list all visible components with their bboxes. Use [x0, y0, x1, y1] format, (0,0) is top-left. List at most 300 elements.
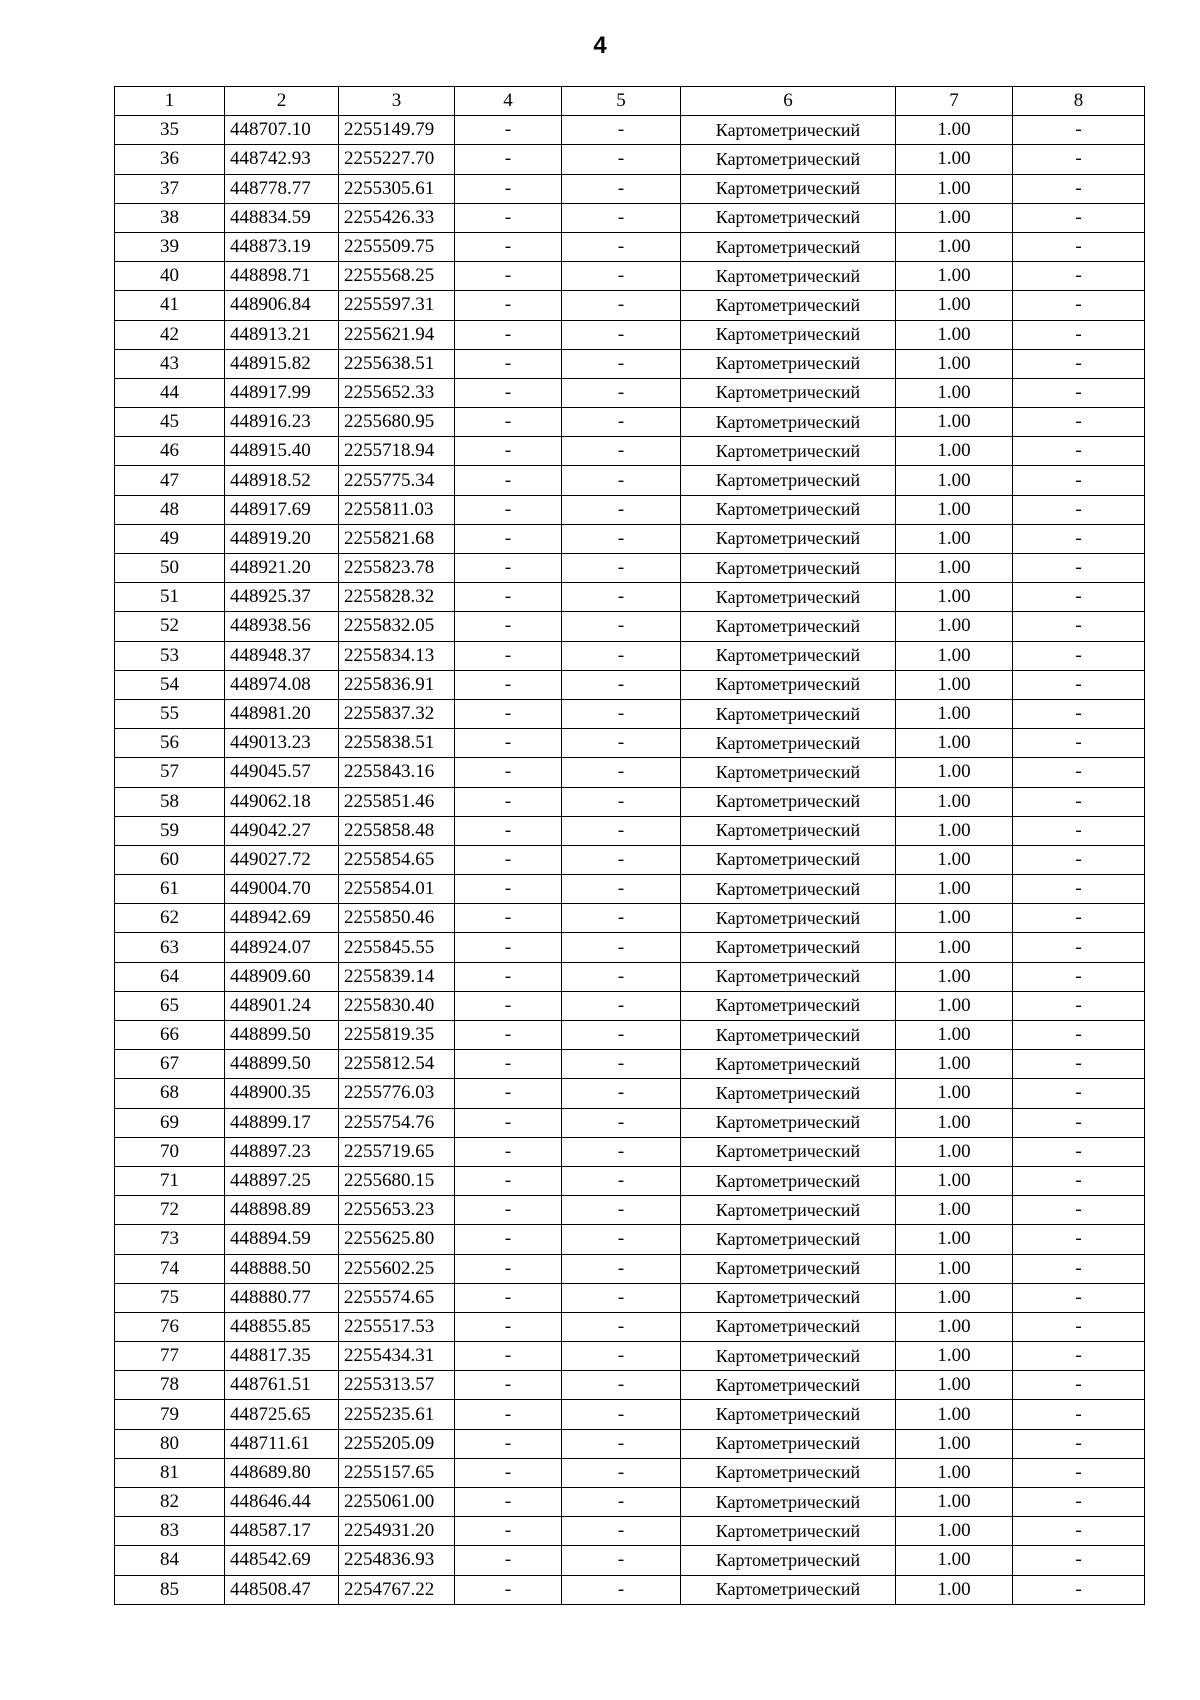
column-header: 8 [1013, 87, 1145, 116]
column-4-cell: - [455, 962, 562, 991]
column-8-cell: - [1013, 1342, 1145, 1371]
column-5-cell: - [562, 262, 681, 291]
y-coordinate-cell: 2255823.78 [339, 554, 455, 583]
accuracy-cell: 1.00 [896, 524, 1013, 553]
point-number-cell: 66 [115, 1021, 225, 1050]
accuracy-cell: 1.00 [896, 1429, 1013, 1458]
column-4-cell: - [455, 1400, 562, 1429]
point-number-cell: 85 [115, 1575, 225, 1604]
table-row [115, 1021, 1145, 1050]
column-4-cell: - [455, 758, 562, 787]
column-8-cell: - [1013, 933, 1145, 962]
y-coordinate-cell: 2255834.13 [339, 641, 455, 670]
point-number-cell: 74 [115, 1254, 225, 1283]
column-4-cell: - [455, 1196, 562, 1225]
accuracy-cell: 1.00 [896, 203, 1013, 232]
x-coordinate-cell: 449062.18 [225, 787, 339, 816]
column-4-cell: - [455, 583, 562, 612]
x-coordinate-cell: 448897.23 [225, 1137, 339, 1166]
column-5-cell: - [562, 670, 681, 699]
y-coordinate-cell: 2255858.48 [339, 816, 455, 845]
column-8-cell: - [1013, 437, 1145, 466]
column-8-cell: - [1013, 1575, 1145, 1604]
method-cell: Картометрический [681, 758, 896, 787]
y-coordinate-cell: 2255843.16 [339, 758, 455, 787]
column-4-cell: - [455, 116, 562, 145]
accuracy-cell: 1.00 [896, 378, 1013, 407]
point-number-cell: 36 [115, 145, 225, 174]
column-8-cell: - [1013, 1225, 1145, 1254]
table-row [115, 904, 1145, 933]
point-number-cell: 67 [115, 1050, 225, 1079]
x-coordinate-cell: 449042.27 [225, 816, 339, 845]
column-5-cell: - [562, 524, 681, 553]
x-coordinate-cell: 448711.61 [225, 1429, 339, 1458]
y-coordinate-cell: 2254767.22 [339, 1575, 455, 1604]
column-5-cell: - [562, 378, 681, 407]
y-coordinate-cell: 2255205.09 [339, 1429, 455, 1458]
accuracy-cell: 1.00 [896, 1079, 1013, 1108]
method-cell: Картометрический [681, 1196, 896, 1225]
column-5-cell: - [562, 1458, 681, 1487]
point-number-cell: 77 [115, 1342, 225, 1371]
method-cell: Картометрический [681, 641, 896, 670]
column-4-cell: - [455, 1342, 562, 1371]
column-8-cell: - [1013, 1050, 1145, 1079]
method-cell: Картометрический [681, 1371, 896, 1400]
table-row [115, 1546, 1145, 1575]
table-row [115, 583, 1145, 612]
column-5-cell: - [562, 1546, 681, 1575]
x-coordinate-cell: 448917.69 [225, 495, 339, 524]
accuracy-cell: 1.00 [896, 1225, 1013, 1254]
x-coordinate-cell: 448725.65 [225, 1400, 339, 1429]
column-header: 4 [455, 87, 562, 116]
table-row [115, 875, 1145, 904]
column-8-cell: - [1013, 524, 1145, 553]
column-8-cell: - [1013, 845, 1145, 874]
column-4-cell: - [455, 554, 562, 583]
column-5-cell: - [562, 408, 681, 437]
y-coordinate-cell: 2255821.68 [339, 524, 455, 553]
table-row [115, 1079, 1145, 1108]
x-coordinate-cell: 448900.35 [225, 1079, 339, 1108]
method-cell: Картометрический [681, 845, 896, 874]
column-5-cell: - [562, 291, 681, 320]
method-cell: Картометрический [681, 203, 896, 232]
column-4-cell: - [455, 1371, 562, 1400]
point-number-cell: 55 [115, 699, 225, 728]
column-8-cell: - [1013, 1283, 1145, 1312]
point-number-cell: 78 [115, 1371, 225, 1400]
column-4-cell: - [455, 904, 562, 933]
accuracy-cell: 1.00 [896, 1458, 1013, 1487]
x-coordinate-cell: 448924.07 [225, 933, 339, 962]
accuracy-cell: 1.00 [896, 904, 1013, 933]
column-8-cell: - [1013, 378, 1145, 407]
column-8-cell: - [1013, 1196, 1145, 1225]
column-8-cell: - [1013, 1517, 1145, 1546]
x-coordinate-cell: 448899.17 [225, 1108, 339, 1137]
x-coordinate-cell: 448899.50 [225, 1050, 339, 1079]
column-5-cell: - [562, 1021, 681, 1050]
method-cell: Картометрический [681, 991, 896, 1020]
column-5-cell: - [562, 583, 681, 612]
point-number-cell: 81 [115, 1458, 225, 1487]
table-row [115, 116, 1145, 145]
column-4-cell: - [455, 1079, 562, 1108]
point-number-cell: 61 [115, 875, 225, 904]
x-coordinate-cell: 448873.19 [225, 232, 339, 261]
accuracy-cell: 1.00 [896, 612, 1013, 641]
x-coordinate-cell: 448942.69 [225, 904, 339, 933]
column-5-cell: - [562, 349, 681, 378]
method-cell: Картометрический [681, 1137, 896, 1166]
column-5-cell: - [562, 1517, 681, 1546]
table-row [115, 1137, 1145, 1166]
point-number-cell: 52 [115, 612, 225, 641]
column-5-cell: - [562, 729, 681, 758]
table-row [115, 670, 1145, 699]
table-row [115, 349, 1145, 378]
column-8-cell: - [1013, 670, 1145, 699]
accuracy-cell: 1.00 [896, 1546, 1013, 1575]
y-coordinate-cell: 2255638.51 [339, 349, 455, 378]
x-coordinate-cell: 448888.50 [225, 1254, 339, 1283]
y-coordinate-cell: 2255718.94 [339, 437, 455, 466]
x-coordinate-cell: 448948.37 [225, 641, 339, 670]
accuracy-cell: 1.00 [896, 1108, 1013, 1137]
column-8-cell: - [1013, 1371, 1145, 1400]
table-row [115, 1108, 1145, 1137]
column-8-cell: - [1013, 816, 1145, 845]
y-coordinate-cell: 2255854.01 [339, 875, 455, 904]
point-number-cell: 72 [115, 1196, 225, 1225]
column-4-cell: - [455, 232, 562, 261]
y-coordinate-cell: 2255819.35 [339, 1021, 455, 1050]
accuracy-cell: 1.00 [896, 1137, 1013, 1166]
y-coordinate-cell: 2255854.65 [339, 845, 455, 874]
table-row [115, 816, 1145, 845]
method-cell: Картометрический [681, 1283, 896, 1312]
x-coordinate-cell: 448899.50 [225, 1021, 339, 1050]
method-cell: Картометрический [681, 962, 896, 991]
y-coordinate-cell: 2255850.46 [339, 904, 455, 933]
accuracy-cell: 1.00 [896, 1575, 1013, 1604]
table-row [115, 1254, 1145, 1283]
table-row [115, 1342, 1145, 1371]
y-coordinate-cell: 2255149.79 [339, 116, 455, 145]
y-coordinate-cell: 2254836.93 [339, 1546, 455, 1575]
point-number-cell: 41 [115, 291, 225, 320]
column-4-cell: - [455, 1517, 562, 1546]
method-cell: Картометрический [681, 174, 896, 203]
column-5-cell: - [562, 466, 681, 495]
column-5-cell: - [562, 1137, 681, 1166]
method-cell: Картометрический [681, 145, 896, 174]
point-number-cell: 68 [115, 1079, 225, 1108]
accuracy-cell: 1.00 [896, 875, 1013, 904]
x-coordinate-cell: 448897.25 [225, 1166, 339, 1195]
x-coordinate-cell: 448919.20 [225, 524, 339, 553]
column-4-cell: - [455, 174, 562, 203]
method-cell: Картометрический [681, 904, 896, 933]
accuracy-cell: 1.00 [896, 1283, 1013, 1312]
accuracy-cell: 1.00 [896, 1342, 1013, 1371]
column-4-cell: - [455, 787, 562, 816]
page-number: 4 [593, 32, 607, 59]
point-number-cell: 50 [115, 554, 225, 583]
y-coordinate-cell: 2255621.94 [339, 320, 455, 349]
table-header-row [115, 87, 1145, 116]
accuracy-cell: 1.00 [896, 232, 1013, 261]
x-coordinate-cell: 449027.72 [225, 845, 339, 874]
table-row [115, 1517, 1145, 1546]
point-number-cell: 76 [115, 1312, 225, 1341]
table-row [115, 320, 1145, 349]
column-4-cell: - [455, 378, 562, 407]
column-5-cell: - [562, 203, 681, 232]
accuracy-cell: 1.00 [896, 641, 1013, 670]
column-8-cell: - [1013, 1166, 1145, 1195]
table-row [115, 1196, 1145, 1225]
table-row [115, 437, 1145, 466]
column-4-cell: - [455, 1458, 562, 1487]
table-row [115, 933, 1145, 962]
column-4-cell: - [455, 320, 562, 349]
point-number-cell: 56 [115, 729, 225, 758]
point-number-cell: 63 [115, 933, 225, 962]
table-row [115, 378, 1145, 407]
column-8-cell: - [1013, 1137, 1145, 1166]
table-row [115, 1575, 1145, 1604]
point-number-cell: 48 [115, 495, 225, 524]
column-8-cell: - [1013, 758, 1145, 787]
point-number-cell: 46 [115, 437, 225, 466]
column-5-cell: - [562, 554, 681, 583]
column-5-cell: - [562, 699, 681, 728]
column-8-cell: - [1013, 1079, 1145, 1108]
y-coordinate-cell: 2255680.95 [339, 408, 455, 437]
method-cell: Картометрический [681, 699, 896, 728]
y-coordinate-cell: 2255597.31 [339, 291, 455, 320]
method-cell: Картометрический [681, 816, 896, 845]
x-coordinate-cell: 448915.40 [225, 437, 339, 466]
method-cell: Картометрический [681, 1225, 896, 1254]
column-8-cell: - [1013, 1488, 1145, 1517]
method-cell: Картометрический [681, 1488, 896, 1517]
column-4-cell: - [455, 437, 562, 466]
accuracy-cell: 1.00 [896, 933, 1013, 962]
y-coordinate-cell: 2255157.65 [339, 1458, 455, 1487]
x-coordinate-cell: 448646.44 [225, 1488, 339, 1517]
column-4-cell: - [455, 262, 562, 291]
accuracy-cell: 1.00 [896, 1400, 1013, 1429]
x-coordinate-cell: 448974.08 [225, 670, 339, 699]
column-4-cell: - [455, 641, 562, 670]
column-8-cell: - [1013, 875, 1145, 904]
table-row [115, 408, 1145, 437]
column-5-cell: - [562, 962, 681, 991]
x-coordinate-cell: 448921.20 [225, 554, 339, 583]
column-5-cell: - [562, 1050, 681, 1079]
column-8-cell: - [1013, 729, 1145, 758]
column-8-cell: - [1013, 1108, 1145, 1137]
column-5-cell: - [562, 1254, 681, 1283]
column-4-cell: - [455, 1488, 562, 1517]
column-8-cell: - [1013, 583, 1145, 612]
method-cell: Картометрический [681, 1517, 896, 1546]
column-4-cell: - [455, 845, 562, 874]
table-row [115, 845, 1145, 874]
x-coordinate-cell: 448898.89 [225, 1196, 339, 1225]
method-cell: Картометрический [681, 524, 896, 553]
point-number-cell: 45 [115, 408, 225, 437]
column-8-cell: - [1013, 699, 1145, 728]
column-header: 2 [225, 87, 339, 116]
point-number-cell: 69 [115, 1108, 225, 1137]
x-coordinate-cell: 448761.51 [225, 1371, 339, 1400]
x-coordinate-cell: 449045.57 [225, 758, 339, 787]
column-5-cell: - [562, 816, 681, 845]
y-coordinate-cell: 2255851.46 [339, 787, 455, 816]
y-coordinate-cell: 2255061.00 [339, 1488, 455, 1517]
x-coordinate-cell: 448938.56 [225, 612, 339, 641]
x-coordinate-cell: 448915.82 [225, 349, 339, 378]
y-coordinate-cell: 2255235.61 [339, 1400, 455, 1429]
column-4-cell: - [455, 1108, 562, 1137]
y-coordinate-cell: 2255574.65 [339, 1283, 455, 1312]
method-cell: Картометрический [681, 1429, 896, 1458]
x-coordinate-cell: 448542.69 [225, 1546, 339, 1575]
accuracy-cell: 1.00 [896, 1254, 1013, 1283]
column-4-cell: - [455, 408, 562, 437]
column-5-cell: - [562, 1283, 681, 1312]
y-coordinate-cell: 2255837.32 [339, 699, 455, 728]
point-number-cell: 60 [115, 845, 225, 874]
method-cell: Картометрический [681, 670, 896, 699]
column-5-cell: - [562, 232, 681, 261]
column-8-cell: - [1013, 1429, 1145, 1458]
column-5-cell: - [562, 758, 681, 787]
point-number-cell: 62 [115, 904, 225, 933]
method-cell: Картометрический [681, 320, 896, 349]
point-number-cell: 38 [115, 203, 225, 232]
column-8-cell: - [1013, 962, 1145, 991]
y-coordinate-cell: 2255509.75 [339, 232, 455, 261]
accuracy-cell: 1.00 [896, 845, 1013, 874]
column-5-cell: - [562, 904, 681, 933]
point-number-cell: 84 [115, 1546, 225, 1575]
x-coordinate-cell: 449004.70 [225, 875, 339, 904]
accuracy-cell: 1.00 [896, 1166, 1013, 1195]
y-coordinate-cell: 2255653.23 [339, 1196, 455, 1225]
column-4-cell: - [455, 1225, 562, 1254]
y-coordinate-cell: 2255602.25 [339, 1254, 455, 1283]
method-cell: Картометрический [681, 349, 896, 378]
accuracy-cell: 1.00 [896, 1196, 1013, 1225]
column-8-cell: - [1013, 612, 1145, 641]
column-5-cell: - [562, 1429, 681, 1458]
accuracy-cell: 1.00 [896, 349, 1013, 378]
column-4-cell: - [455, 1546, 562, 1575]
table-row [115, 554, 1145, 583]
method-cell: Картометрический [681, 1458, 896, 1487]
point-number-cell: 71 [115, 1166, 225, 1195]
accuracy-cell: 1.00 [896, 1371, 1013, 1400]
point-number-cell: 75 [115, 1283, 225, 1312]
column-5-cell: - [562, 991, 681, 1020]
column-5-cell: - [562, 1371, 681, 1400]
point-number-cell: 39 [115, 232, 225, 261]
method-cell: Картометрический [681, 1050, 896, 1079]
y-coordinate-cell: 2255830.40 [339, 991, 455, 1020]
accuracy-cell: 1.00 [896, 758, 1013, 787]
method-cell: Картометрический [681, 232, 896, 261]
column-5-cell: - [562, 1400, 681, 1429]
column-8-cell: - [1013, 1458, 1145, 1487]
y-coordinate-cell: 2255812.54 [339, 1050, 455, 1079]
column-8-cell: - [1013, 320, 1145, 349]
method-cell: Картометрический [681, 554, 896, 583]
accuracy-cell: 1.00 [896, 991, 1013, 1020]
accuracy-cell: 1.00 [896, 699, 1013, 728]
table-row [115, 699, 1145, 728]
accuracy-cell: 1.00 [896, 174, 1013, 203]
column-4-cell: - [455, 1021, 562, 1050]
column-5-cell: - [562, 116, 681, 145]
column-4-cell: - [455, 1137, 562, 1166]
table-row [115, 1312, 1145, 1341]
y-coordinate-cell: 2255426.33 [339, 203, 455, 232]
accuracy-cell: 1.00 [896, 670, 1013, 699]
column-8-cell: - [1013, 408, 1145, 437]
column-5-cell: - [562, 1108, 681, 1137]
column-8-cell: - [1013, 554, 1145, 583]
column-8-cell: - [1013, 495, 1145, 524]
y-coordinate-cell: 2255719.65 [339, 1137, 455, 1166]
column-8-cell: - [1013, 349, 1145, 378]
y-coordinate-cell: 2255305.61 [339, 174, 455, 203]
accuracy-cell: 1.00 [896, 408, 1013, 437]
column-8-cell: - [1013, 174, 1145, 203]
table-row [115, 174, 1145, 203]
accuracy-cell: 1.00 [896, 320, 1013, 349]
column-5-cell: - [562, 145, 681, 174]
x-coordinate-cell: 448925.37 [225, 583, 339, 612]
column-5-cell: - [562, 787, 681, 816]
point-number-cell: 47 [115, 466, 225, 495]
table-row [115, 1225, 1145, 1254]
column-4-cell: - [455, 466, 562, 495]
column-8-cell: - [1013, 787, 1145, 816]
column-5-cell: - [562, 1575, 681, 1604]
column-4-cell: - [455, 524, 562, 553]
y-coordinate-cell: 2255568.25 [339, 262, 455, 291]
point-number-cell: 51 [115, 583, 225, 612]
y-coordinate-cell: 2255839.14 [339, 962, 455, 991]
column-4-cell: - [455, 203, 562, 232]
table-row [115, 232, 1145, 261]
column-8-cell: - [1013, 1400, 1145, 1429]
column-8-cell: - [1013, 991, 1145, 1020]
column-5-cell: - [562, 1225, 681, 1254]
method-cell: Картометрический [681, 1575, 896, 1604]
accuracy-cell: 1.00 [896, 495, 1013, 524]
method-cell: Картометрический [681, 1546, 896, 1575]
column-header: 7 [896, 87, 1013, 116]
column-5-cell: - [562, 845, 681, 874]
